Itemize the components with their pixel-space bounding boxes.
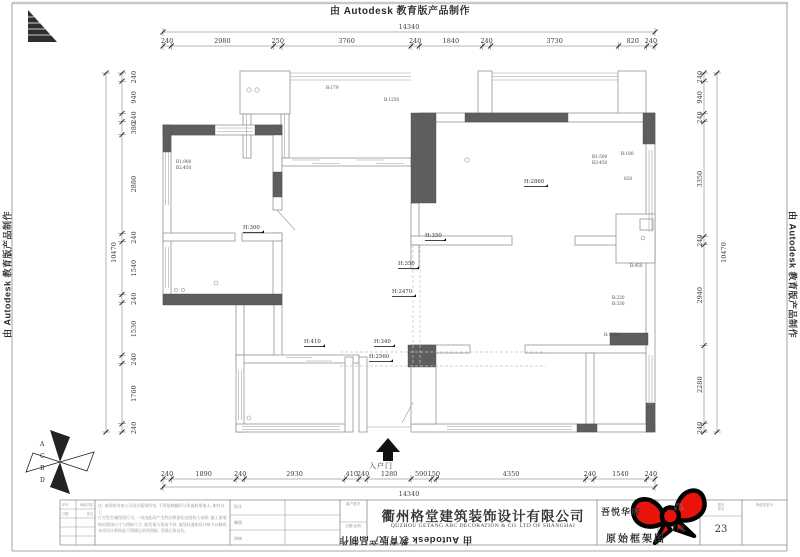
dim-label: 590 bbox=[414, 470, 428, 478]
plan-annotation: H:340 bbox=[374, 340, 395, 347]
revision-row: 序号 修改内容 bbox=[62, 503, 93, 507]
sign-cell: 客户签字 bbox=[345, 502, 361, 506]
plan-annotation: B:180 bbox=[621, 151, 634, 156]
note-line: 核对现场尺寸与图纸尺寸, 如发现与现场不符, 请及时通知设计师予以修改, bbox=[98, 521, 228, 527]
drawing-title: 原始框架图 bbox=[606, 534, 666, 545]
sliding-doors bbox=[286, 160, 404, 361]
field-row: 制图 bbox=[234, 520, 242, 525]
dim-label: 3350 bbox=[696, 170, 704, 188]
revision-table bbox=[61, 502, 94, 547]
plan-annotation: H:2860 bbox=[524, 180, 548, 187]
plan-annotation: B:1250 bbox=[384, 97, 400, 102]
dim-label: 240 bbox=[356, 470, 370, 478]
plan-annotation: H:2470 bbox=[392, 290, 416, 297]
plan-annotation: B:220 bbox=[612, 295, 625, 300]
plan-annotation: H:350 bbox=[398, 262, 419, 269]
svg-text:B: B bbox=[40, 465, 45, 472]
plan-annotation: H:2560 bbox=[369, 355, 393, 362]
dim-label: 240 bbox=[696, 111, 704, 124]
dim-label: 2980 bbox=[214, 37, 231, 45]
plan-annotation: H:410 bbox=[304, 340, 325, 347]
dim-label: 380 bbox=[130, 121, 138, 135]
revision-header: 修改变更号 bbox=[756, 503, 773, 507]
field-row: 审核 bbox=[234, 536, 242, 541]
dim-label: 820 bbox=[626, 37, 639, 45]
sheet-border bbox=[12, 3, 788, 551]
dim-label: 240 bbox=[480, 37, 493, 45]
dim-label: 150 bbox=[427, 470, 441, 478]
svg-text:C: C bbox=[40, 453, 45, 460]
dim-label: 240 bbox=[160, 470, 174, 478]
dim-total-label: 14340 bbox=[398, 23, 420, 31]
dim-label: 240 bbox=[644, 37, 658, 45]
revision-row: 日期 签名 bbox=[62, 512, 93, 516]
dim-label: 240 bbox=[696, 234, 704, 247]
entrance-arrow-icon bbox=[376, 438, 400, 461]
dim-label: 3760 bbox=[338, 37, 355, 45]
dim-label: 4350 bbox=[502, 470, 520, 478]
dim-label: 1540 bbox=[612, 470, 629, 478]
dim-label: 240 bbox=[696, 70, 704, 84]
plan-annotation: B2:450 bbox=[176, 165, 192, 170]
dim-label: 940 bbox=[130, 91, 138, 104]
compass-symbol bbox=[26, 430, 94, 494]
sheet-number: 04 bbox=[672, 524, 686, 535]
dim-label: 240 bbox=[130, 353, 138, 366]
plan-annotation: B3:450 bbox=[592, 160, 608, 165]
total-sheets: 23 bbox=[714, 524, 728, 535]
dim-label: 240 bbox=[130, 292, 138, 305]
plan-annotation: B:450 bbox=[630, 263, 643, 268]
autodesk-banner-bottom: 由 Autodesk 教育版产品制作 bbox=[338, 534, 473, 545]
dim-label: 240 bbox=[130, 111, 138, 124]
dim-label: 240 bbox=[160, 37, 174, 45]
plan-annotation: B:1300 bbox=[604, 332, 620, 337]
company-name-en: QUZHOU GETANG ABC DECORATION & CO. LTD OF SHANGHAI bbox=[390, 523, 576, 529]
autodesk-banner-top: 由 Autodesk 教育版产品制作 bbox=[329, 6, 471, 17]
dim-label: 240 bbox=[644, 470, 658, 478]
plan-annotation: H:300 bbox=[243, 226, 264, 233]
sheet-number-header: 图号 张次 bbox=[717, 503, 725, 512]
svg-text:A: A bbox=[40, 441, 45, 448]
dim-label: 940 bbox=[696, 91, 704, 104]
company-name: 衢州格堂建筑装饰设计有限公司 bbox=[381, 509, 585, 524]
svg-text:D: D bbox=[40, 477, 45, 484]
dim-label: 1540 bbox=[130, 259, 138, 277]
walls bbox=[163, 71, 655, 432]
dim-total-label: 10470 bbox=[720, 242, 728, 263]
dim-label: 1760 bbox=[130, 385, 138, 402]
titleblock-fields bbox=[232, 503, 338, 551]
dim-label: 2880 bbox=[130, 175, 138, 193]
plan-annotation: 820 bbox=[624, 176, 632, 181]
dim-label: 1530 bbox=[130, 320, 138, 338]
dim-label: 2280 bbox=[696, 376, 704, 393]
dim-label: 240 bbox=[130, 421, 138, 435]
revision-row bbox=[61, 538, 94, 547]
note-line: 未经设计师同意不得擅自更改图纸, 否则后果自负。 bbox=[98, 527, 189, 533]
revision-row bbox=[61, 520, 94, 529]
autodesk-banner-left: 由 Autodesk 教育版产品制作 bbox=[2, 211, 13, 339]
dim-label: 240 bbox=[408, 37, 422, 45]
note-line: 注: 本图纸为本公司设计版权所有, 不得复制翻印分发或转借他人, 如有以上 bbox=[98, 503, 225, 515]
dim-label: 2940 bbox=[696, 286, 704, 304]
dim-label: 240 bbox=[233, 470, 247, 478]
plan-annotation: B:179 bbox=[326, 85, 339, 90]
dim-label: 240 bbox=[130, 70, 138, 84]
dim-label: 1280 bbox=[380, 470, 398, 478]
dim-total-label: 14340 bbox=[398, 490, 420, 498]
dim-total-label: 10470 bbox=[110, 242, 118, 263]
dim-label: 250 bbox=[271, 37, 284, 45]
sheet-type-header: 图别 施工图 bbox=[673, 503, 685, 512]
dim-label: 1840 bbox=[442, 37, 460, 45]
dim-label: 410 bbox=[345, 470, 359, 478]
note-line: 行为发生属侵权行为, 一切由此而产生的法律责任由侵权人承担; 施工前请 bbox=[98, 515, 227, 521]
project-name: 吾悦华府 bbox=[601, 507, 642, 517]
plan-annotation: B:330 bbox=[612, 301, 625, 306]
plan-annotation: B1:500 bbox=[592, 154, 608, 159]
plan-annotation: B1:900 bbox=[176, 159, 192, 164]
dim-label: 240 bbox=[696, 421, 704, 435]
sign-cell: 日期 比例 bbox=[345, 524, 361, 528]
dim-label: 2930 bbox=[286, 470, 303, 478]
dim-label: 1890 bbox=[195, 470, 212, 478]
plan-annotation: H:350 bbox=[425, 234, 446, 241]
revision-row bbox=[61, 529, 94, 538]
dim-label: 3730 bbox=[546, 37, 563, 45]
titleblock-notes bbox=[98, 503, 228, 534]
autodesk-banner-right: 由 Autodesk 教育版产品制作 bbox=[787, 210, 798, 338]
entrance-door-label: 入户门 bbox=[369, 463, 393, 470]
field-row: 设计 bbox=[234, 504, 242, 509]
signature-cells bbox=[341, 502, 365, 546]
dim-label: 240 bbox=[130, 231, 138, 244]
dim-label: 240 bbox=[583, 470, 597, 478]
